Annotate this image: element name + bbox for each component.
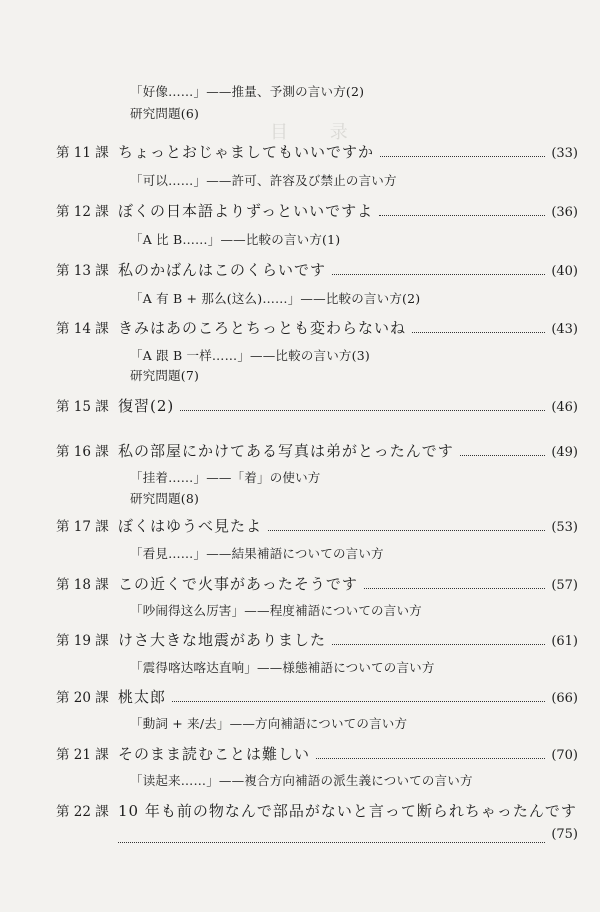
dot-leader xyxy=(118,842,545,843)
lesson-number: 第 19 課 xyxy=(56,633,109,649)
toc-entry-lesson-16[interactable] xyxy=(56,440,578,464)
toc-entry-lesson-12[interactable] xyxy=(56,200,578,224)
bleed-through-title: 目 录 xyxy=(270,122,366,143)
dot-leader xyxy=(412,332,545,333)
page-number: (66) xyxy=(551,691,578,706)
lesson-title: 私の部屋にかけてある写真は弟がとったんです xyxy=(118,442,454,460)
toc-entry-lesson-18[interactable] xyxy=(56,573,578,597)
page-number: (75) xyxy=(551,827,578,842)
toc-entry-lesson-20[interactable] xyxy=(56,686,578,710)
lesson-subtitle: 「看見……」——結果補語についての言い方 xyxy=(130,546,384,561)
page-number: (61) xyxy=(551,634,578,649)
lesson-subtitle: 「A 跟 B 一样……」——比較の言い方(3) xyxy=(130,348,370,363)
dot-leader xyxy=(332,274,545,275)
continuation-subtitle: 「好像……」——推量、予測の言い方(2) xyxy=(130,84,365,99)
lesson-title: 復習(2) xyxy=(118,397,175,415)
lesson-subtitle: 「挂着……」——「着」の使い方 xyxy=(130,470,321,485)
dot-leader xyxy=(380,156,545,157)
dot-leader xyxy=(180,410,545,411)
dot-leader xyxy=(268,530,545,531)
toc-entry-lesson-22-continuation xyxy=(118,827,578,851)
lesson-subtitle: 「可以……」——許可、許容及び禁止の言い方 xyxy=(130,173,397,188)
lesson-title: ぼくはゆうべ見たよ xyxy=(118,517,263,535)
dot-leader xyxy=(364,588,545,589)
toc-entry-lesson-11[interactable] xyxy=(56,141,578,165)
toc-entry-lesson-17[interactable] xyxy=(56,515,578,539)
lesson-subtitle: 「读起来……」——複合方向補語の派生義についての言い方 xyxy=(130,773,473,788)
dot-leader xyxy=(460,455,546,456)
lesson-number: 第 18 課 xyxy=(56,577,109,593)
toc-entry-lesson-13[interactable] xyxy=(56,259,578,283)
page-number: (53) xyxy=(551,520,578,535)
lesson-number: 第 20 課 xyxy=(56,690,109,706)
lesson-number: 第 13 課 xyxy=(56,263,109,279)
page-number: (70) xyxy=(551,748,578,763)
lesson-title: 桃太郎 xyxy=(118,688,167,706)
lesson-number: 第 17 課 xyxy=(56,519,109,535)
dot-leader xyxy=(379,215,545,216)
page-number: (46) xyxy=(551,400,578,415)
page-number: (36) xyxy=(551,205,578,220)
dot-leader xyxy=(316,758,545,759)
research-problem: 研究問題(7) xyxy=(130,368,200,383)
lesson-title: そのまま読むことは難しい xyxy=(118,745,311,763)
continuation-research: 研究問題(6) xyxy=(130,106,200,121)
lesson-number: 第 15 課 xyxy=(56,399,109,415)
page-number: (49) xyxy=(551,445,578,460)
toc-entry-lesson-19[interactable] xyxy=(56,629,578,653)
lesson-number: 第 22 課 xyxy=(56,804,109,820)
lesson-number: 第 14 課 xyxy=(56,321,109,337)
research-problem: 研究問題(8) xyxy=(130,491,200,506)
lesson-number: 第 12 課 xyxy=(56,204,109,220)
page-number: (57) xyxy=(551,578,578,593)
lesson-number: 第 11 課 xyxy=(56,145,109,161)
lesson-number: 第 16 課 xyxy=(56,444,109,460)
lesson-subtitle: 「動詞 + 来/去」——方向補語についての言い方 xyxy=(130,716,408,731)
toc-entry-lesson-22[interactable] xyxy=(56,800,578,824)
lesson-title: きみはあのころとちっとも変わらないね xyxy=(118,319,407,337)
lesson-title: 10 年も前の物なんで部品がないと言って断られちゃったんです xyxy=(118,802,577,820)
lesson-title: この近くで火事があったそうです xyxy=(118,575,358,593)
lesson-subtitle: 「吵闹得这么厉害」——程度補語についての言い方 xyxy=(130,603,422,618)
lesson-subtitle: 「震得喀达喀达直响」——様態補語についての言い方 xyxy=(130,660,435,675)
lesson-subtitle: 「A 比 B……」——比較の言い方(1) xyxy=(130,232,341,247)
dot-leader xyxy=(172,701,545,702)
lesson-title: 私のかばんはこのくらいです xyxy=(118,261,327,279)
lesson-subtitle: 「A 有 B + 那么(这么)……」——比較の言い方(2) xyxy=(130,291,421,306)
toc-entry-lesson-14[interactable] xyxy=(56,317,578,341)
lesson-title: ぼくの日本語よりずっといいですよ xyxy=(118,202,374,220)
toc-entry-lesson-15[interactable] xyxy=(56,395,578,419)
lesson-title: ちょっとおじゃましてもいいですか xyxy=(118,143,375,161)
toc-entry-lesson-21[interactable] xyxy=(56,743,578,767)
lesson-title: けさ大きな地震がありました xyxy=(118,631,327,649)
lesson-number: 第 21 課 xyxy=(56,747,109,763)
page-number: (40) xyxy=(551,264,578,279)
dot-leader xyxy=(332,644,545,645)
page-number: (43) xyxy=(551,322,578,337)
page-number: (33) xyxy=(551,146,578,161)
